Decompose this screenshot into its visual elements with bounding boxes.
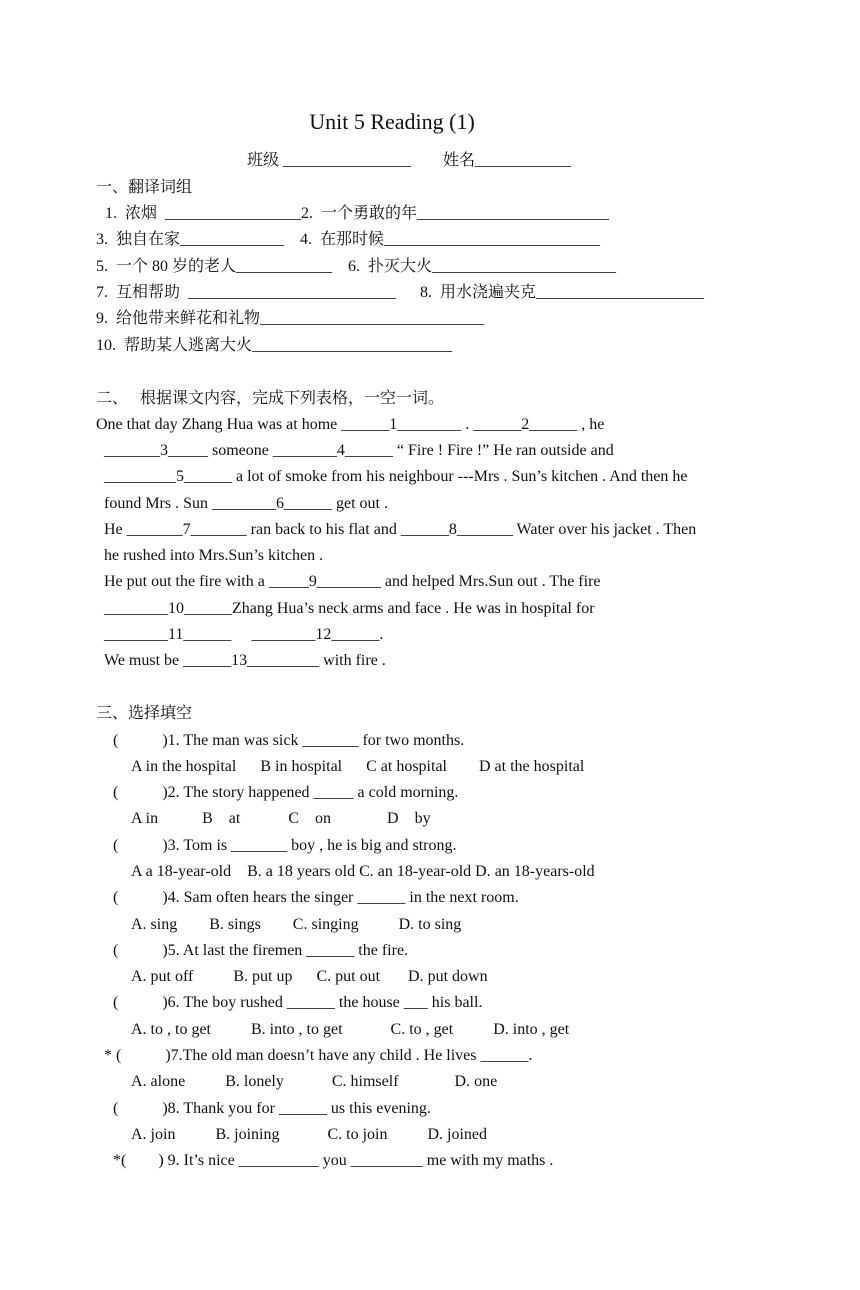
question-options: A. to , to get B. into , to get C. to , get D. into , get <box>131 1021 570 1038</box>
section3-heading: 三、选择填空 <box>96 705 193 722</box>
question-stem: ( )5. At last the firemen ______ the fire. <box>113 942 409 959</box>
section2-heading: 二、 根据课文内容，完成下列表格，一空一词。 <box>96 390 445 407</box>
question-options: A. join B. joining C. to join D. joined <box>131 1126 488 1143</box>
translation-item: 3. 独自在家_____________ 4. 在那时候___________________________ <box>96 231 601 248</box>
translation-item: 9. 给他带来鲜花和礼物____________________________ <box>96 310 485 327</box>
passage-line: One that day Zhang Hua was at home ______1________ . ______2______ , he <box>96 416 605 433</box>
question-options: A. put off B. put up C. put out D. put down <box>131 968 488 985</box>
question-options: A. sing B. sings C. singing D. to sing <box>131 916 462 933</box>
question-options: A in B at C on D by <box>131 810 431 827</box>
translation-item: 7. 互相帮助 __________________________ 8. 用水浇遍夹克_____________________ <box>96 284 705 301</box>
translation-item: 1. 浓烟 _________________2. 一个勇敢的年________________________ <box>105 205 610 222</box>
translation-item: 5. 一个 80 岁的老人____________ 6. 扑灭大火_______________________ <box>96 258 617 275</box>
passage-line: He _______7_______ ran back to his flat and ______8_______ Water over his jacket . Then <box>104 521 697 538</box>
question-stem: *( ) 9. It’s nice __________ you _________ me with my maths . <box>113 1152 554 1169</box>
question-options: A. alone B. lonely C. himself D. one <box>131 1073 498 1090</box>
passage-line: ________11______ ________12______. <box>104 626 384 643</box>
passage-line: _______3_____ someone ________4______ “ Fire ! Fire !” He ran outside and <box>104 442 614 459</box>
passage-line: _________5______ a lot of smoke from his neighbour ---Mrs . Sun’s kitchen . And then he <box>104 468 688 485</box>
passage-line: ________10______Zhang Hua’s neck arms and face . He was in hospital for <box>104 600 595 617</box>
question-options: A a 18-year-old B. a 18 years old C. an 18-year-old D. an 18-years-old <box>131 863 595 880</box>
class-name-line: 班级 ________________ 姓名____________ <box>247 152 572 169</box>
passage-line: He put out the fire with a _____9________ and helped Mrs.Sun out . The fire <box>104 573 601 590</box>
question-stem: ( )2. The story happened _____ a cold morning. <box>113 784 459 801</box>
section1-heading: 一、翻译词组 <box>96 179 193 196</box>
question-stem: ( )3. Tom is _______ boy , he is big and strong. <box>113 837 457 854</box>
passage-line: We must be ______13_________ with fire . <box>104 652 386 669</box>
passage-line: found Mrs . Sun ________6______ get out . <box>104 495 388 512</box>
question-stem: ( )6. The boy rushed ______ the house ___ his ball. <box>113 994 483 1011</box>
question-stem: ( )8. Thank you for ______ us this evening. <box>113 1100 431 1117</box>
question-stem: * ( )7.The old man doesn’t have any child . He lives ______. <box>104 1047 533 1064</box>
page-title: Unit 5 Reading (1) <box>309 109 475 134</box>
translation-item: 10. 帮助某人逃离大火_________________________ <box>96 337 453 354</box>
passage-line: he rushed into Mrs.Sun’s kitchen . <box>104 547 324 564</box>
question-stem: ( )4. Sam often hears the singer ______ in the next room. <box>113 889 519 906</box>
question-stem: ( )1. The man was sick _______ for two months. <box>113 732 465 749</box>
question-options: A in the hospital B in hospital C at hospital D at the hospital <box>131 758 585 775</box>
